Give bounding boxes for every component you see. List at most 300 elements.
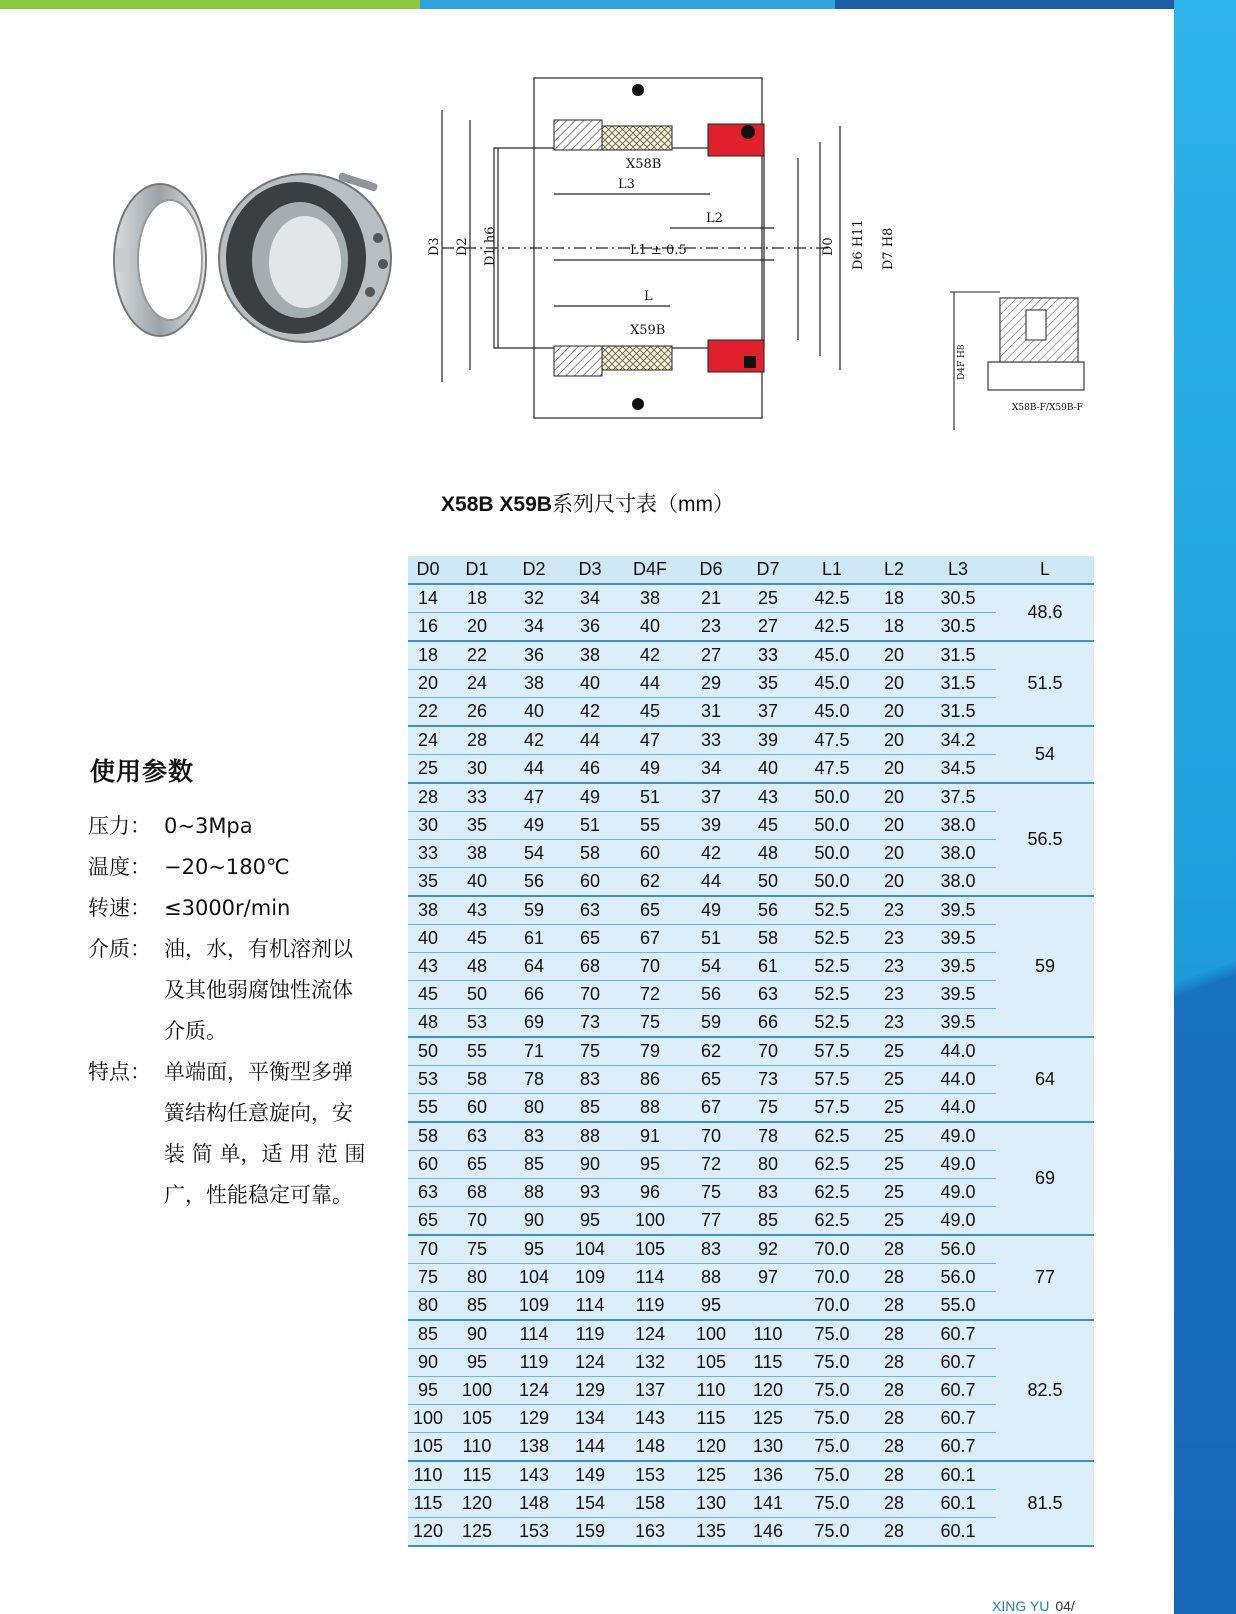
table-cell: 54: [506, 840, 562, 868]
table-cell: 45.0: [796, 641, 868, 670]
table-cell: 75.0: [796, 1349, 868, 1377]
table-cell: 60.7: [920, 1377, 996, 1405]
table-cell: 60.1: [920, 1518, 996, 1547]
table-cell: 37: [682, 783, 740, 812]
technical-drawing: [427, 70, 896, 440]
param-row: [88, 806, 408, 847]
table-cell: 35: [740, 670, 796, 698]
table-cell: 49.0: [920, 1151, 996, 1179]
table-row: [408, 1179, 1094, 1207]
table-cell: 39.5: [920, 981, 996, 1009]
table-cell: 48: [448, 953, 506, 981]
table-cell: 119: [562, 1320, 618, 1349]
table-cell: 30.5: [920, 584, 996, 613]
table-cell: 44: [682, 868, 740, 897]
table-cell: 38: [618, 584, 682, 613]
table-cell: 56: [682, 981, 740, 1009]
param-value: −20~180℃: [164, 855, 290, 879]
page-number: 04/: [1055, 1598, 1075, 1614]
table-row: [408, 868, 1094, 897]
table-cell: 40: [506, 698, 562, 727]
col-header: L2: [868, 556, 920, 584]
col-header: D3: [562, 556, 618, 584]
footer: [992, 1598, 1075, 1614]
table-cell: 132: [618, 1349, 682, 1377]
table-cell: 45.0: [796, 670, 868, 698]
table-cell: 77: [682, 1207, 740, 1236]
table-cell: 49: [682, 896, 740, 925]
table-cell: 95: [682, 1292, 740, 1321]
table-row: [408, 1094, 1094, 1123]
table-cell: 70: [682, 1122, 740, 1151]
label-d7: D7 H8: [881, 227, 896, 270]
table-cell: 35: [408, 868, 448, 897]
table-cell: 58: [562, 840, 618, 868]
table-cell: 65: [682, 1066, 740, 1094]
table-cell: 52.5: [796, 981, 868, 1009]
table-cell: 14: [408, 584, 448, 613]
label-d6: D6 H11: [851, 219, 866, 270]
table-cell: 130: [740, 1433, 796, 1462]
table-cell: 60.7: [920, 1405, 996, 1433]
table-cell: 148: [618, 1433, 682, 1462]
table-row: [408, 1320, 1094, 1349]
table-cell: 50: [740, 868, 796, 897]
table-cell: 68: [448, 1179, 506, 1207]
table-cell: 148: [506, 1490, 562, 1518]
table-cell: 20: [868, 868, 920, 897]
table-cell: 52.5: [796, 925, 868, 953]
table-row: [408, 981, 1094, 1009]
table-row: [408, 1009, 1094, 1038]
table-cell: 45: [618, 698, 682, 727]
table-cell: 28: [868, 1292, 920, 1321]
table-cell: 61: [740, 953, 796, 981]
table-cell: 141: [740, 1490, 796, 1518]
table-cell: 50: [448, 981, 506, 1009]
table-cell: 39.5: [920, 896, 996, 925]
table-cell: 60: [562, 868, 618, 897]
table-cell: 75.0: [796, 1518, 868, 1547]
table-cell: 47: [618, 726, 682, 755]
table-cell: 105: [448, 1405, 506, 1433]
table-cell: 70: [408, 1235, 448, 1264]
table-cell: 56.0: [920, 1235, 996, 1264]
table-cell: 60: [408, 1151, 448, 1179]
table-row: [408, 584, 1094, 613]
length-l-cell: 51.5: [996, 641, 1094, 726]
table-cell: 54: [682, 953, 740, 981]
table-cell: 25: [740, 584, 796, 613]
detail-drawing: [948, 290, 1113, 440]
table-cell: 91: [618, 1122, 682, 1151]
table-row: [408, 1518, 1094, 1547]
table-row: [408, 1461, 1094, 1490]
length-l-cell: 56.5: [996, 783, 1094, 896]
table-cell: 62.5: [796, 1122, 868, 1151]
param-row: [88, 1093, 408, 1134]
table-cell: 75.0: [796, 1490, 868, 1518]
table-cell: 27: [682, 641, 740, 670]
table-cell: 25: [868, 1066, 920, 1094]
table-cell: 62.5: [796, 1207, 868, 1236]
param-row: [88, 888, 408, 929]
table-row: [408, 698, 1094, 727]
table-row: [408, 1405, 1094, 1433]
param-row: [88, 929, 408, 970]
table-cell: 25: [868, 1151, 920, 1179]
label-d4f: D4F H8: [957, 344, 967, 380]
table-cell: 154: [562, 1490, 618, 1518]
table-cell: 70.0: [796, 1292, 868, 1321]
table-cell: 31: [682, 698, 740, 727]
table-cell: 38: [448, 840, 506, 868]
usage-parameters: [88, 752, 408, 1216]
table-cell: 72: [618, 981, 682, 1009]
table-cell: 95: [562, 1207, 618, 1236]
table-cell: 158: [618, 1490, 682, 1518]
top-bar-dark-blue: [835, 0, 1175, 9]
table-cell: 79: [618, 1037, 682, 1066]
table-row: [408, 1122, 1094, 1151]
table-cell: 30.5: [920, 613, 996, 642]
table-row: [408, 1151, 1094, 1179]
table-cell: 25: [868, 1037, 920, 1066]
table-cell: 28: [868, 1349, 920, 1377]
col-header: L3: [920, 556, 996, 584]
table-cell: 78: [740, 1122, 796, 1151]
table-cell: 85: [740, 1207, 796, 1236]
table-cell: 100: [448, 1377, 506, 1405]
table-cell: 86: [618, 1066, 682, 1094]
dimension-table: [408, 556, 1094, 1547]
table-cell: 70: [740, 1037, 796, 1066]
table-row: [408, 925, 1094, 953]
table-cell: 88: [562, 1122, 618, 1151]
table-cell: 39: [740, 726, 796, 755]
table-cell: 62.5: [796, 1179, 868, 1207]
table-row: [408, 613, 1094, 642]
top-bar-green: [0, 0, 420, 9]
table-cell: 130: [682, 1490, 740, 1518]
table-cell: 28: [408, 783, 448, 812]
table-cell: 45.0: [796, 698, 868, 727]
table-cell: 115: [448, 1461, 506, 1490]
table-row: [408, 726, 1094, 755]
table-cell: 65: [562, 925, 618, 953]
table-cell: 92: [740, 1235, 796, 1264]
table-cell: 44.0: [920, 1066, 996, 1094]
table-cell: 70.0: [796, 1264, 868, 1292]
table-cell: 75: [408, 1264, 448, 1292]
param-value: 介质。: [164, 1019, 227, 1043]
table-cell: 39.5: [920, 925, 996, 953]
table-cell: 42: [506, 726, 562, 755]
table-cell: 39.5: [920, 1009, 996, 1038]
table-cell: 153: [618, 1461, 682, 1490]
label-l: L: [644, 289, 653, 304]
table-cell: [740, 1292, 796, 1321]
table-cell: 43: [740, 783, 796, 812]
col-header: L: [996, 556, 1094, 584]
table-cell: 110: [448, 1433, 506, 1462]
table-row: [408, 1490, 1094, 1518]
table-cell: 159: [562, 1518, 618, 1547]
table-cell: 43: [408, 953, 448, 981]
table-cell: 65: [448, 1151, 506, 1179]
table-cell: 58: [448, 1066, 506, 1094]
table-cell: 97: [740, 1264, 796, 1292]
table-row: [408, 670, 1094, 698]
table-cell: 28: [868, 1461, 920, 1490]
table-cell: 109: [506, 1292, 562, 1321]
param-row: [88, 847, 408, 888]
table-cell: 137: [618, 1377, 682, 1405]
table-cell: 31.5: [920, 641, 996, 670]
table-cell: 120: [740, 1377, 796, 1405]
table-cell: 40: [448, 868, 506, 897]
label-d1: D1 h6: [483, 226, 498, 266]
table-cell: 134: [562, 1405, 618, 1433]
table-cell: 43: [448, 896, 506, 925]
table-cell: 80: [448, 1264, 506, 1292]
table-cell: 53: [408, 1066, 448, 1094]
table-cell: 28: [868, 1405, 920, 1433]
table-cell: 115: [740, 1349, 796, 1377]
table-cell: 52.5: [796, 953, 868, 981]
param-label: [88, 970, 164, 1011]
table-cell: 31.5: [920, 698, 996, 727]
table-row: [408, 1264, 1094, 1292]
table-cell: 120: [682, 1433, 740, 1462]
table-cell: 56: [506, 868, 562, 897]
table-cell: 47.5: [796, 726, 868, 755]
table-cell: 63: [408, 1179, 448, 1207]
band-shard: [1174, 0, 1236, 1614]
col-header: D6: [682, 556, 740, 584]
table-cell: 75.0: [796, 1377, 868, 1405]
param-row: [88, 1011, 408, 1052]
table-cell: 42.5: [796, 584, 868, 613]
length-l-cell: 54: [996, 726, 1094, 783]
table-cell: 64: [506, 953, 562, 981]
table-cell: 80: [740, 1151, 796, 1179]
table-cell: 93: [562, 1179, 618, 1207]
table-cell: 49.0: [920, 1207, 996, 1236]
table-cell: 90: [506, 1207, 562, 1236]
table-cell: 37: [740, 698, 796, 727]
table-cell: 95: [448, 1349, 506, 1377]
table-cell: 55.0: [920, 1292, 996, 1321]
param-label: 压力：: [88, 814, 151, 838]
length-l-cell: 59: [996, 896, 1094, 1037]
col-header: D4F: [618, 556, 682, 584]
table-cell: 105: [408, 1433, 448, 1462]
table-cell: 50.0: [796, 840, 868, 868]
table-cell: 18: [448, 584, 506, 613]
table-cell: 71: [506, 1037, 562, 1066]
table-cell: 56: [740, 896, 796, 925]
table-cell: 26: [448, 698, 506, 727]
table-cell: 60: [448, 1094, 506, 1123]
table-cell: 33: [408, 840, 448, 868]
table-cell: 80: [408, 1292, 448, 1321]
table-cell: 23: [868, 953, 920, 981]
table-cell: 72: [682, 1151, 740, 1179]
label-l3: L3: [618, 177, 635, 192]
top-bar-light-blue: [420, 0, 835, 9]
table-cell: 25: [868, 1179, 920, 1207]
table-cell: 50.0: [796, 868, 868, 897]
label-d0: D0: [821, 237, 836, 256]
table-cell: 27: [740, 613, 796, 642]
table-cell: 38.0: [920, 868, 996, 897]
table-cell: 44: [618, 670, 682, 698]
table-cell: 38.0: [920, 840, 996, 868]
table-cell: 59: [682, 1009, 740, 1038]
table-cell: 63: [448, 1122, 506, 1151]
table-cell: 59: [506, 896, 562, 925]
table-body: [408, 584, 1094, 1546]
table-cell: 95: [408, 1377, 448, 1405]
table-cell: 85: [506, 1151, 562, 1179]
table-cell: 50.0: [796, 783, 868, 812]
table-cell: 21: [682, 584, 740, 613]
table-cell: 110: [408, 1461, 448, 1490]
table-cell: 20: [408, 670, 448, 698]
table-cell: 44: [506, 755, 562, 784]
length-l-cell: 48.6: [996, 584, 1094, 641]
param-label: 特点：: [88, 1060, 151, 1084]
table-cell: 23: [682, 613, 740, 642]
table-cell: 75.0: [796, 1405, 868, 1433]
table-cell: 75: [618, 1009, 682, 1038]
table-cell: 47: [506, 783, 562, 812]
length-l-cell: 64: [996, 1037, 1094, 1122]
table-cell: 20: [868, 783, 920, 812]
top-color-bar: [0, 0, 1175, 9]
table-cell: 51: [682, 925, 740, 953]
table-cell: 23: [868, 981, 920, 1009]
label-l2: L2: [706, 211, 723, 226]
table-cell: 22: [448, 641, 506, 670]
table-cell: 51: [618, 783, 682, 812]
param-row: [88, 1134, 408, 1175]
col-header: D1: [448, 556, 506, 584]
param-label: [88, 1175, 164, 1216]
table-cell: 42: [618, 641, 682, 670]
table-row: [408, 840, 1094, 868]
table-row: [408, 1207, 1094, 1236]
table-cell: 18: [868, 613, 920, 642]
table-cell: 28: [868, 1235, 920, 1264]
table-cell: 66: [740, 1009, 796, 1038]
table-cell: 32: [506, 584, 562, 613]
table-cell: 48: [740, 840, 796, 868]
table-cell: 138: [506, 1433, 562, 1462]
table-cell: 28: [868, 1518, 920, 1547]
table-cell: 114: [618, 1264, 682, 1292]
table-cell: 38.0: [920, 812, 996, 840]
table-cell: 57.5: [796, 1066, 868, 1094]
param-label: [88, 1093, 164, 1134]
table-cell: 96: [618, 1179, 682, 1207]
table-cell: 60.1: [920, 1461, 996, 1490]
table-row: [408, 1349, 1094, 1377]
table-cell: 42: [682, 840, 740, 868]
table-cell: 30: [408, 812, 448, 840]
table-cell: 20: [868, 698, 920, 727]
table-cell: 66: [506, 981, 562, 1009]
table-cell: 90: [408, 1349, 448, 1377]
table-cell: 60.7: [920, 1349, 996, 1377]
table-cell: 65: [408, 1207, 448, 1236]
table-cell: 63: [740, 981, 796, 1009]
table-cell: 20: [868, 840, 920, 868]
param-value: 0~3Mpa: [164, 814, 253, 838]
table-cell: 88: [618, 1094, 682, 1123]
table-cell: 16: [408, 613, 448, 642]
param-value: 单端面，平衡型多弹: [164, 1060, 353, 1084]
table-cell: 143: [506, 1461, 562, 1490]
table-cell: 50.0: [796, 812, 868, 840]
table-cell: 83: [562, 1066, 618, 1094]
param-label: [88, 1011, 164, 1052]
table-cell: 23: [868, 896, 920, 925]
table-cell: 63: [562, 896, 618, 925]
table-cell: 100: [618, 1207, 682, 1236]
table-cell: 34.5: [920, 755, 996, 784]
table-cell: 44.0: [920, 1094, 996, 1123]
table-cell: 115: [682, 1405, 740, 1433]
table-cell: 42: [562, 698, 618, 727]
table-cell: 73: [562, 1009, 618, 1038]
table-row: [408, 641, 1094, 670]
table-cell: 42.5: [796, 613, 868, 642]
table-cell: 40: [740, 755, 796, 784]
length-l-cell: 81.5: [996, 1461, 1094, 1546]
length-l-cell: 69: [996, 1122, 1094, 1235]
table-cell: 120: [408, 1518, 448, 1547]
table-cell: 153: [506, 1518, 562, 1547]
table-title-models: X58B X59B: [441, 493, 552, 516]
table-cell: 100: [682, 1320, 740, 1349]
table-cell: 62: [682, 1037, 740, 1066]
table-cell: 110: [740, 1320, 796, 1349]
table-cell: 31.5: [920, 670, 996, 698]
table-cell: 104: [562, 1235, 618, 1264]
table-cell: 23: [868, 1009, 920, 1038]
table-cell: 45: [740, 812, 796, 840]
param-value: 装 简 单，适 用 范 围: [164, 1142, 366, 1166]
table-cell: 70: [562, 981, 618, 1009]
table-cell: 23: [868, 925, 920, 953]
table-cell: 75.0: [796, 1433, 868, 1462]
table-cell: 18: [408, 641, 448, 670]
table-cell: 34: [682, 755, 740, 784]
table-cell: 55: [448, 1037, 506, 1066]
length-l-cell: 77: [996, 1235, 1094, 1320]
table-cell: 124: [562, 1349, 618, 1377]
table-cell: 25: [868, 1122, 920, 1151]
table-cell: 45: [408, 981, 448, 1009]
table-row: [408, 1037, 1094, 1066]
table-cell: 20: [448, 613, 506, 642]
table-cell: 49: [506, 812, 562, 840]
col-header: L1: [796, 556, 868, 584]
label-variant: X58B-F/X59B-F: [1012, 403, 1083, 413]
table-cell: 115: [408, 1490, 448, 1518]
